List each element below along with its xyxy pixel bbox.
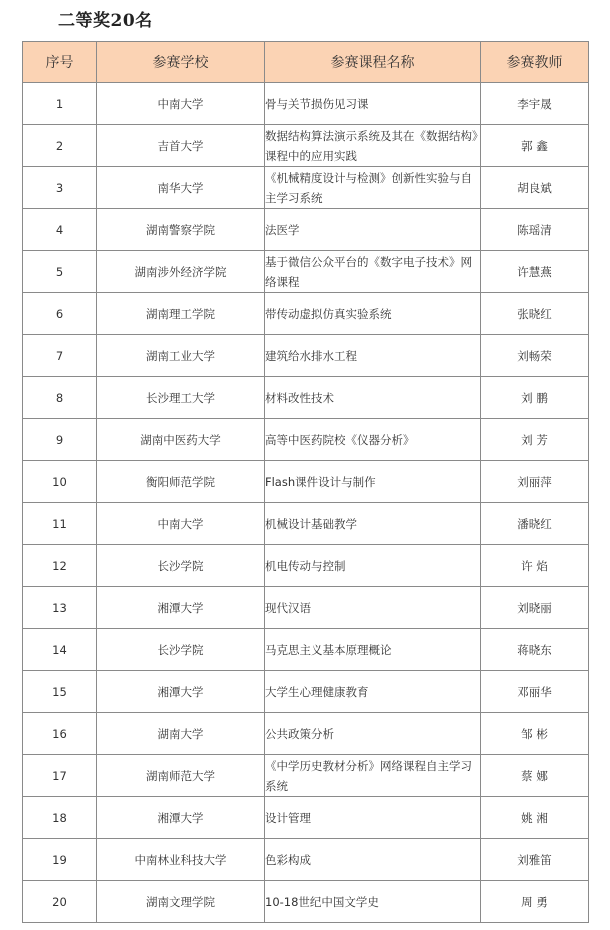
- row-course-cell: 马克思主义基本原理概论: [265, 629, 481, 671]
- row-num-cell: 15: [23, 671, 97, 713]
- row-teacher-cell: 许 焰: [481, 545, 589, 587]
- row-num-cell: 3: [23, 167, 97, 209]
- table-body: [23, 83, 589, 923]
- table-row: [23, 755, 589, 797]
- table-row: [23, 335, 589, 377]
- table-row: [23, 881, 589, 923]
- table-row: [23, 797, 589, 839]
- row-num-cell: 18: [23, 797, 97, 839]
- header-teacher: 参赛教师: [481, 42, 589, 83]
- row-school-cell: 中南林业科技大学: [97, 839, 265, 881]
- row-num-cell: 17: [23, 755, 97, 797]
- row-course-cell: 机电传动与控制: [265, 545, 481, 587]
- table-row: [23, 545, 589, 587]
- row-school-cell: 南华大学: [97, 167, 265, 209]
- row-num-cell: 2: [23, 125, 97, 167]
- row-num-cell: 6: [23, 293, 97, 335]
- row-teacher-cell: 陈瑶清: [481, 209, 589, 251]
- row-school-cell: 湖南中医药大学: [97, 419, 265, 461]
- row-num-cell: 12: [23, 545, 97, 587]
- table-row: [23, 167, 589, 209]
- row-teacher-cell: 蒋晓东: [481, 629, 589, 671]
- row-num-cell: 7: [23, 335, 97, 377]
- row-school-cell: 中南大学: [97, 503, 265, 545]
- table-row: [23, 713, 589, 755]
- row-teacher-cell: 刘 芳: [481, 419, 589, 461]
- table-row: [23, 587, 589, 629]
- header-school: 参赛学校: [97, 42, 265, 83]
- table-row: [23, 503, 589, 545]
- row-course-cell: 数据结构算法演示系统及其在《数据结构》课程中的应用实践: [265, 125, 481, 167]
- row-course-cell: 《机械精度设计与检测》创新性实验与自主学习系统: [265, 167, 481, 209]
- row-school-cell: 长沙理工大学: [97, 377, 265, 419]
- row-teacher-cell: 刘雅笛: [481, 839, 589, 881]
- row-teacher-cell: 刘丽萍: [481, 461, 589, 503]
- row-course-cell: 大学生心理健康教育: [265, 671, 481, 713]
- row-school-cell: 湖南工业大学: [97, 335, 265, 377]
- awards-table: [22, 41, 589, 923]
- row-teacher-cell: 邹 彬: [481, 713, 589, 755]
- row-num-cell: 8: [23, 377, 97, 419]
- row-course-cell: 机械设计基础教学: [265, 503, 481, 545]
- row-course-cell: 设计管理: [265, 797, 481, 839]
- table-row: [23, 629, 589, 671]
- row-school-cell: 湖南师范大学: [97, 755, 265, 797]
- row-teacher-cell: 刘晓丽: [481, 587, 589, 629]
- row-teacher-cell: 潘晓红: [481, 503, 589, 545]
- row-num-cell: 20: [23, 881, 97, 923]
- row-course-cell: Flash课件设计与制作: [265, 461, 481, 503]
- row-school-cell: 吉首大学: [97, 125, 265, 167]
- table-row: [23, 125, 589, 167]
- row-teacher-cell: 张晓红: [481, 293, 589, 335]
- row-num-cell: 14: [23, 629, 97, 671]
- table-row: [23, 83, 589, 125]
- row-school-cell: 湘潭大学: [97, 797, 265, 839]
- row-teacher-cell: 刘畅荣: [481, 335, 589, 377]
- row-teacher-cell: 李宇晟: [481, 83, 589, 125]
- row-school-cell: 衡阳师范学院: [97, 461, 265, 503]
- row-teacher-cell: 姚 湘: [481, 797, 589, 839]
- row-school-cell: 湖南涉外经济学院: [97, 251, 265, 293]
- table-row: [23, 671, 589, 713]
- row-school-cell: 湖南文理学院: [97, 881, 265, 923]
- row-course-cell: 材料改性技术: [265, 377, 481, 419]
- row-teacher-cell: 蔡 娜: [481, 755, 589, 797]
- row-course-cell: 《中学历史教材分析》网络课程自主学习系统: [265, 755, 481, 797]
- row-num-cell: 9: [23, 419, 97, 461]
- row-school-cell: 长沙学院: [97, 545, 265, 587]
- row-course-cell: 公共政策分析: [265, 713, 481, 755]
- row-num-cell: 5: [23, 251, 97, 293]
- row-course-cell: 色彩构成: [265, 839, 481, 881]
- table-header-row: [23, 42, 589, 83]
- row-num-cell: 13: [23, 587, 97, 629]
- row-num-cell: 19: [23, 839, 97, 881]
- row-course-cell: 带传动虚拟仿真实验系统: [265, 293, 481, 335]
- row-course-cell: 现代汉语: [265, 587, 481, 629]
- row-school-cell: 湖南警察学院: [97, 209, 265, 251]
- table-row: [23, 251, 589, 293]
- row-school-cell: 湖南大学: [97, 713, 265, 755]
- row-teacher-cell: 胡良斌: [481, 167, 589, 209]
- row-course-cell: 法医学: [265, 209, 481, 251]
- table-row: [23, 377, 589, 419]
- row-num-cell: 10: [23, 461, 97, 503]
- row-teacher-cell: 刘 鹏: [481, 377, 589, 419]
- row-school-cell: 中南大学: [97, 83, 265, 125]
- row-school-cell: 长沙学院: [97, 629, 265, 671]
- row-teacher-cell: 郭 鑫: [481, 125, 589, 167]
- row-num-cell: 16: [23, 713, 97, 755]
- row-course-cell: 骨与关节损伤见习课: [265, 83, 481, 125]
- row-course-cell: 10-18世纪中国文学史: [265, 881, 481, 923]
- row-num-cell: 1: [23, 83, 97, 125]
- header-num: 序号: [23, 42, 97, 83]
- page-title: 二等奖20名: [58, 11, 153, 31]
- row-course-cell: 建筑给水排水工程: [265, 335, 481, 377]
- row-teacher-cell: 周 勇: [481, 881, 589, 923]
- table-row: [23, 839, 589, 881]
- table-row: [23, 293, 589, 335]
- table-row: [23, 209, 589, 251]
- row-course-cell: 高等中医药院校《仪器分析》: [265, 419, 481, 461]
- row-school-cell: 湖南理工学院: [97, 293, 265, 335]
- header-course: 参赛课程名称: [265, 42, 481, 83]
- row-teacher-cell: 邓丽华: [481, 671, 589, 713]
- row-course-cell: 基于微信公众平台的《数字电子技术》网络课程: [265, 251, 481, 293]
- table-row: [23, 461, 589, 503]
- row-school-cell: 湘潭大学: [97, 671, 265, 713]
- row-num-cell: 11: [23, 503, 97, 545]
- row-school-cell: 湘潭大学: [97, 587, 265, 629]
- row-num-cell: 4: [23, 209, 97, 251]
- row-teacher-cell: 许慧燕: [481, 251, 589, 293]
- table-row: [23, 419, 589, 461]
